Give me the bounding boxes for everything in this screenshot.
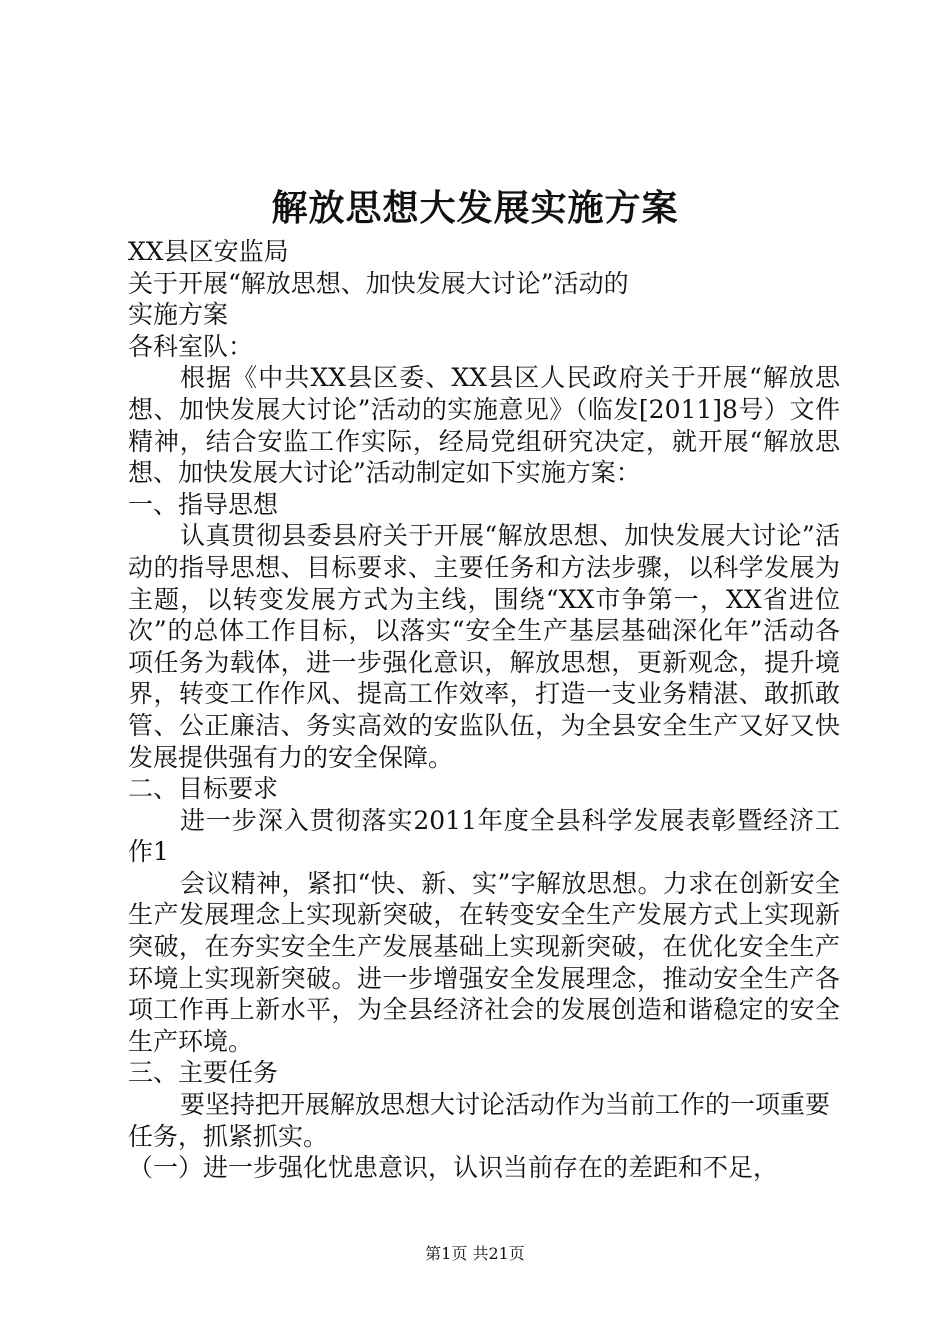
section-heading: 二、目标要求 [128,774,279,804]
body-paragraph: 各科室队： [128,331,254,361]
body-paragraph: 任务，抓紧抓实。 [128,1121,329,1151]
body-paragraph: 实施方案 [128,300,229,330]
body-paragraph: 要坚持把开展解放思想大讨论活动作为当前工作的一项重要 [180,1090,831,1120]
body-paragraph: 认真贯彻县委县府关于开展“解放思想、加快发展大讨论”活动的指导思想、目标要求、主要任务和方法步骤，以科学发展为主题，以转变发展方式为主线，围绕“XX市争第一，XX省进位次”的总体工作目标，以落实“安全生产基层基础深化年”活动各项任务为载体，进一步强化意识，解放思想，更新观念，提升境界，转变工作作风、提高工作效率，打造一支业务精湛、敢抓敢管、公正廉洁、务实高效的安监队伍，为全县安全生产又好又快发展提供强有力的安全保障。 [128,521,840,772]
body-paragraph: 进一步深入贯彻落实2011年度全县科学发展表彰暨经济工作1 [128,805,840,867]
page-footer: 第1页 共21页 [425,1244,525,1263]
section-heading: 一、指导思想 [128,489,279,519]
body-paragraph: 关于开展“解放思想、加快发展大讨论”活动的 [128,268,629,298]
document-body [128,236,840,1184]
body-paragraph: （一）进一步强化忧患意识，认识当前存在的差距和不足， [128,1153,779,1183]
body-paragraph: 根据《中共XX县区委、XX县区人民政府关于开展“解放思想、加快发展大讨论”活动的实施意见》（临发[2011]8号）文件精神，结合安监工作实际，经局党组研究决定，就开展“解放思想、加快发展大讨论”活动制定如下实施方案： [128,363,840,488]
document-title: 解放思想大发展实施方案 [271,187,679,229]
section-heading: 三、主要任务 [128,1058,279,1088]
body-paragraph: XX县区安监局 [128,237,289,266]
body-paragraph: 会议精神，紧扣“快、新、实”字解放思想。力求在创新安全生产发展理念上实现新突破，在转变安全生产发展方式上实现新突破，在夯实安全生产发展基础上实现新突破，在优化安全生产环境上实现新突破。进一步增强安全发展理念，推动安全生产各项工作再上新水平，为全县经济社会的发展创造和谐稳定的安全生产环境。 [128,868,840,1056]
